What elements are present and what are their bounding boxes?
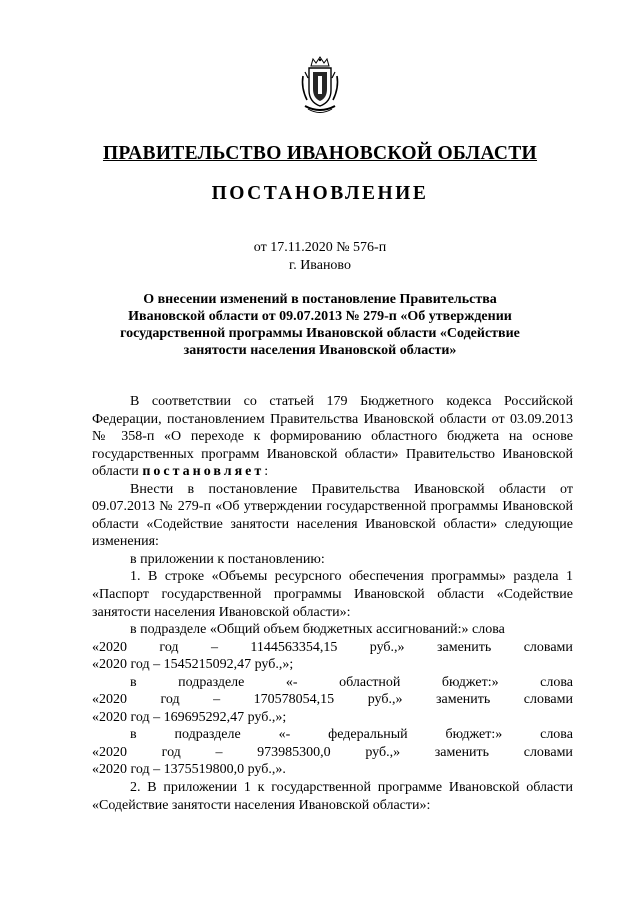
word: слова: [540, 674, 573, 690]
justified-row: [92, 726, 573, 744]
word: руб.,»: [369, 639, 405, 655]
justified-row: [92, 744, 573, 762]
word: подразделе: [174, 727, 241, 743]
word: заменить: [435, 692, 491, 708]
word: «-: [278, 727, 291, 743]
paragraph-item-1: 1. В строке «Объемы ресурсного обеспечения программы» раздела 1 «Паспорт государственной программы Ивановской области «Содействие занятости населения Ивановской области»:: [92, 569, 573, 620]
paragraph-text: В соответствии со статьей 179 Бюджетного кодекса Российской Федерации, постановлением Правительства Ивановской области от 03.09.2013 № 358-п «О переходе к формированию областного бюджета на основе государственных программ Ивановской области» Правительство Ивановской области: [92, 394, 573, 480]
word: «2020: [92, 639, 127, 655]
word: словами: [523, 692, 573, 708]
word: год: [159, 639, 179, 655]
word: федеральный: [328, 727, 408, 743]
document-type: ПОСТАНОВЛЕНИЕ: [211, 183, 429, 204]
title-line: занятости населения Ивановской области»: [183, 343, 457, 358]
paragraph-appendix: в приложении к постановлению:: [130, 551, 325, 567]
title-line: государственной программы Ивановской области «Содействие: [120, 326, 520, 341]
word: заменить: [436, 639, 492, 655]
word: подразделе: [178, 674, 245, 690]
word: слова: [540, 727, 573, 743]
word: –: [213, 692, 221, 708]
word: руб.,»: [367, 692, 403, 708]
paragraph-line: «2020 год – 1545215092,47 руб.,»;: [92, 657, 294, 673]
word: в: [130, 727, 137, 743]
document-title: [105, 291, 535, 359]
justified-row: [92, 691, 573, 709]
word: руб.,»: [365, 744, 401, 760]
date-block: [0, 239, 640, 274]
word: 973985300,0: [257, 744, 331, 760]
decree-keyword: постановляет: [142, 464, 265, 480]
word: –: [215, 744, 223, 760]
paragraph-line: «2020 год – 1375519800,0 руб.,».: [92, 762, 286, 778]
word: «2020: [92, 692, 127, 708]
government-name: ПРАВИТЕЛЬСТВО ИВАНОВСКОЙ ОБЛАСТИ: [102, 143, 538, 164]
city: г. Иваново: [289, 257, 351, 273]
word: –: [210, 639, 218, 655]
coat-of-arms-emblem: [299, 56, 341, 116]
document-body: [92, 393, 573, 814]
word: бюджет:»: [445, 727, 503, 743]
justified-row: [92, 674, 573, 692]
word: бюджет:»: [441, 674, 499, 690]
paragraph-amend: Внести в постановление Правительства Ивановской области от 09.07.2013 № 279-п «Об утверждении государственной программы Ивановской области «Содействие занятости населения Ивановской области» следующие изменения:: [92, 481, 573, 550]
date-number: от 17.11.2020 № 576-п: [253, 240, 387, 255]
paragraph-item-2: 2. В приложении 1 к государственной программе Ивановской области «Содействие занятости населения Ивановской области»:: [92, 780, 573, 813]
word: в: [130, 674, 137, 690]
word: словами: [523, 744, 573, 760]
word: «-: [285, 674, 298, 690]
word: «2020: [92, 744, 127, 760]
word: заменить: [434, 744, 490, 760]
justified-row: [92, 639, 573, 657]
word: областной: [339, 674, 401, 690]
word: 170578054,15: [253, 692, 335, 708]
word: словами: [523, 639, 573, 655]
word: год: [161, 744, 181, 760]
paragraph-subsection-total: в подразделе «Общий объем бюджетных ассигнований:» слова: [130, 622, 505, 638]
paragraph-text: :: [264, 464, 269, 480]
word: год: [160, 692, 180, 708]
paragraph-basis: [92, 393, 573, 481]
title-line: Ивановской области от 09.07.2013 № 279-п «Об утверждении: [128, 309, 512, 324]
title-line: О внесении изменений в постановление Правительства: [143, 292, 497, 307]
paragraph-line: «2020 год – 169695292,47 руб.,»;: [92, 709, 287, 725]
word: 1144563354,15: [250, 639, 338, 655]
